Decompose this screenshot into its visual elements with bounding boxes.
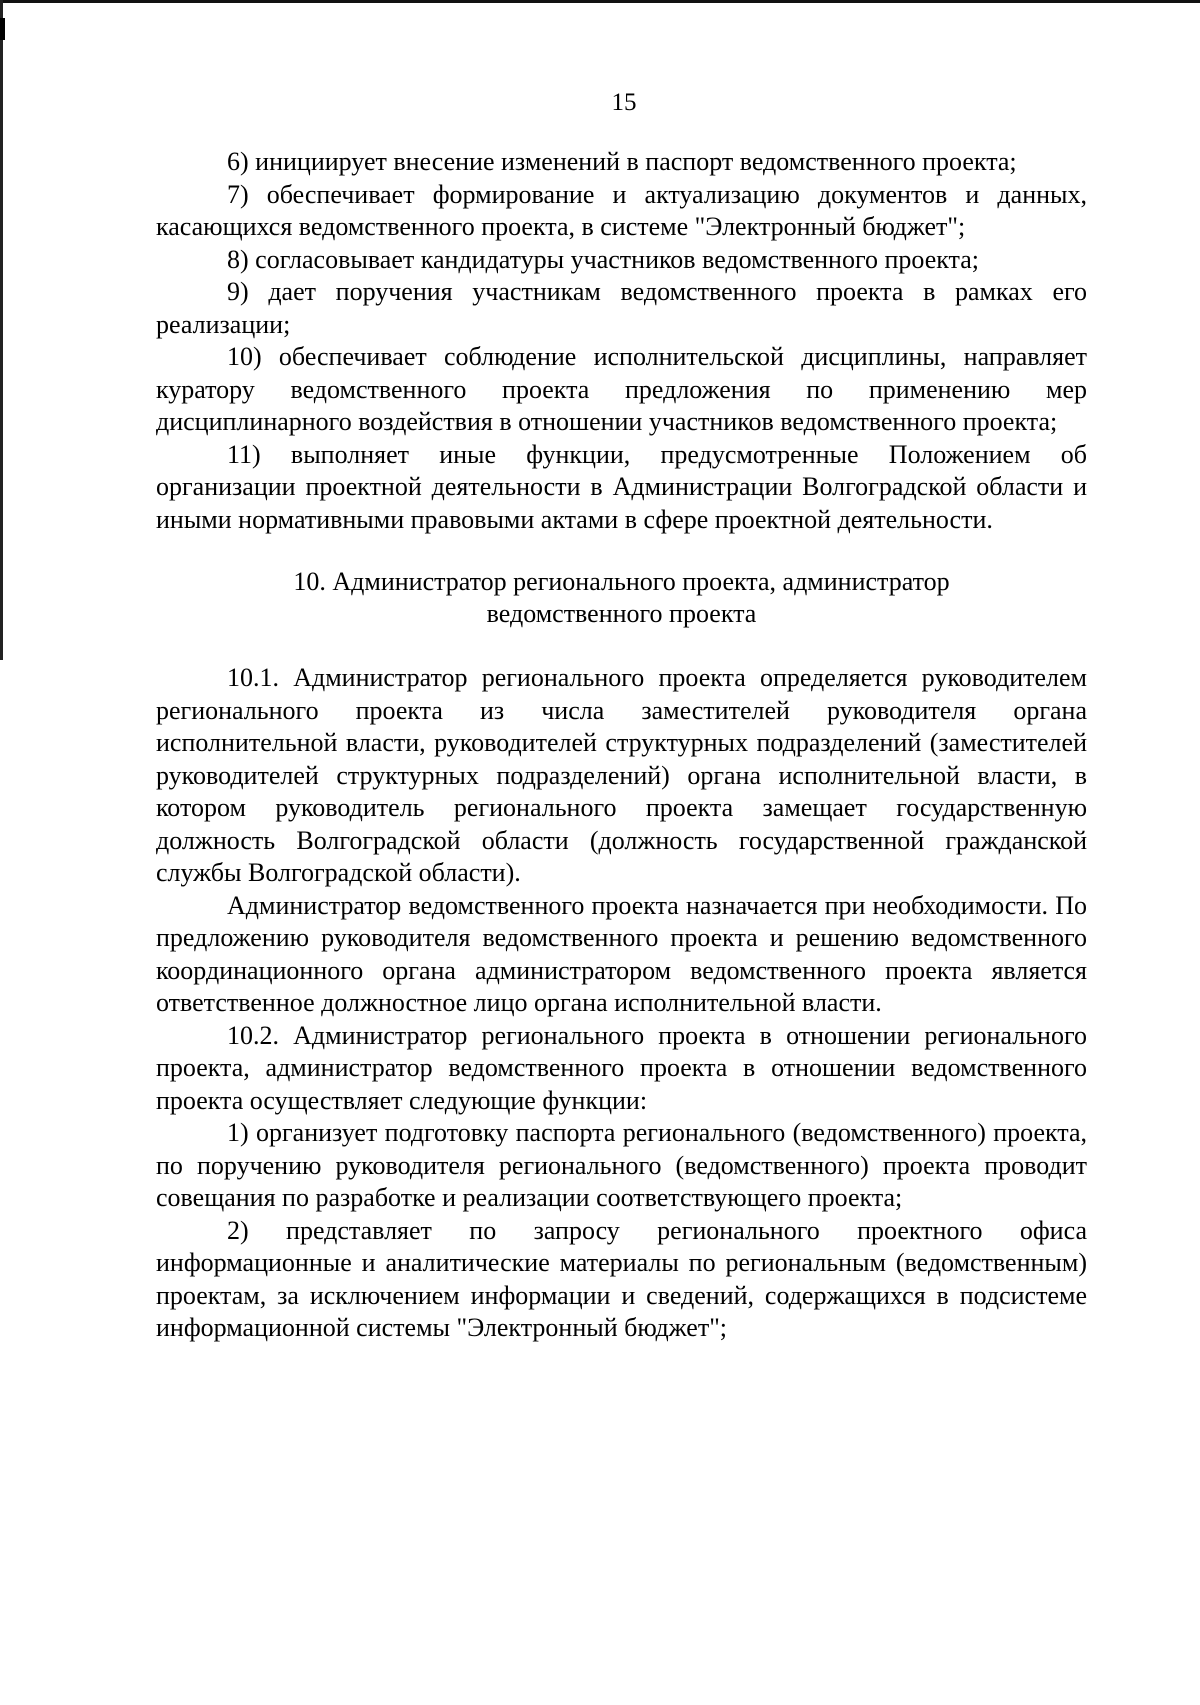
document-body	[156, 146, 1087, 1345]
paragraph-item-10: 10) обеспечивает соблюдение исполнительской дисциплины, направляет куратору ведомственного проекта предложения по применению мер дисциплинарного воздействия в отношении участников ведомственного проекта;	[156, 342, 1087, 436]
paragraph-function-1: 1) организует подготовку паспорта регионального (ведомственного) проекта, по поручению руководителя регионального (ведомственного) проекта проводит совещания по разработке и реализации соответствующего проекта;	[156, 1118, 1087, 1212]
paragraph-10-1: 10.1. Администратор регионального проекта определяется руководителем регионального проекта из числа заместителей руководителя органа исполнительной власти, руководителей структурных подразделений (заместителей руководителей структурных подразделений) органа исполнительной власти, в котором руководитель регионального проекта замещает государственную должность Волгоградской области (должность государственной гражданской службы Волгоградской области).	[156, 663, 1087, 887]
section-heading-line-1: 10. Администратор регионального проекта, администратор	[293, 567, 950, 596]
paragraph-item-11: 11) выполняет иные функции, предусмотренные Положением об организации проектной деятельности в Администрации Волгоградской области и иными нормативными правовыми актами в сфере проектной деятельности.	[156, 439, 1087, 534]
section-heading-line-2: ведомственного проекта	[486, 599, 757, 628]
paragraph-item-9: 9) дает поручения участникам ведомственного проекта в рамках его реализации;	[156, 277, 1087, 339]
page-top-edge	[0, 0, 1200, 3]
page-number: 15	[611, 89, 637, 116]
paragraph-item-7: 7) обеспечивает формирование и актуализацию документов и данных, касающихся ведомственного проекта, в системе "Электронный бюджет";	[156, 179, 1087, 241]
paragraph-item-8: 8) согласовывает кандидатуры участников ведомственного проекта;	[227, 244, 979, 274]
paragraph-vedomstvenny-admin: Администратор ведомственного проекта назначается при необходимости. По предложению руководителя ведомственного проекта и решению ведомственного координационного органа администратором ведомственного проекта является ответственное должностное лицо органа исполнительной власти.	[156, 890, 1087, 1017]
scan-mark	[0, 18, 5, 40]
section-heading	[156, 566, 1087, 630]
paragraph-10-2: 10.2. Администратор регионального проекта в отношении регионального проекта, администратор ведомственного проекта в отношении ведомственного проекта осуществляет следующие функции:	[156, 1020, 1087, 1115]
paragraph-function-2: 2) представляет по запросу регионального проектного офиса информационные и аналитические материалы по региональным (ведомственным) проектам, за исключением информации и сведений, содержащихся в подсистеме информационной системы "Электронный бюджет";	[156, 1215, 1087, 1342]
paragraph-item-6: 6) инициирует внесение изменений в паспорт ведомственного проекта;	[227, 147, 1017, 176]
